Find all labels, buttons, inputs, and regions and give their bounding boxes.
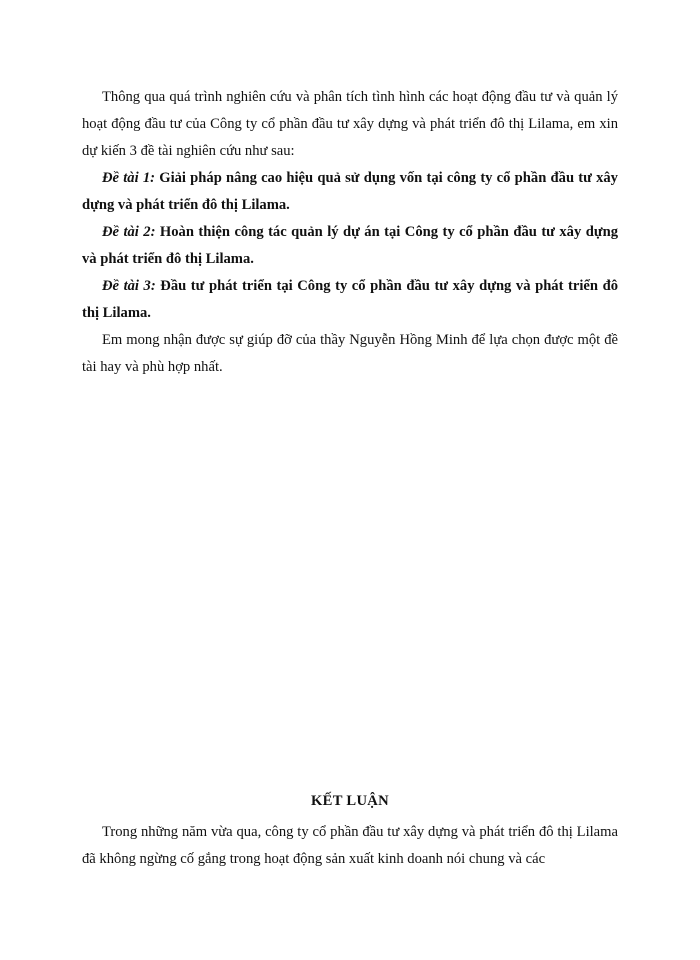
- topic-2-label: Đề tài 2:: [102, 224, 156, 240]
- topic-1-label: Đề tài 1:: [102, 170, 155, 186]
- topic-3-title: Đầu tư phát triển tại Công ty cổ phần đầu tư xây dựng và phát triển đô thị Lilama.: [82, 278, 618, 321]
- topic-1-paragraph: [82, 165, 618, 219]
- topic-2-title: Hoàn thiện công tác quản lý dự án tại Công ty cổ phần đầu tư xây dựng và phát triển đô thị Lilama.: [82, 224, 618, 267]
- conclusion-paragraph: Trong những năm vừa qua, công ty cổ phần đầu tư xây dựng và phát triển đô thị Lilama đã không ngừng cố gắng trong hoạt động sản xuất kinh doanh nói chung và các: [82, 824, 618, 867]
- topic-3-paragraph: [82, 273, 618, 327]
- intro-paragraph: Thông qua quá trình nghiên cứu và phân tích tình hình các hoạt động đầu tư và quản lý hoạt động đầu tư của Công ty cổ phần đầu tư xây dựng và phát triển đô thị Lilama, em xin dự kiến 3 đề tài nghiên cứu như sau:: [82, 89, 618, 159]
- topic-2-paragraph: [82, 219, 618, 273]
- topic-3-label: Đề tài 3:: [102, 278, 156, 294]
- conclusion-heading: KẾT LUẬN: [311, 793, 389, 809]
- topic-1-title: Giải pháp nâng cao hiệu quả sử dụng vốn tại công ty cổ phần đầu tư xây dựng và phát triển đô thị Lilama.: [82, 170, 618, 213]
- request-paragraph: Em mong nhận được sự giúp đỡ của thầy Nguyễn Hồng Minh để lựa chọn được một đề tài hay và phù hợp nhất.: [82, 332, 618, 375]
